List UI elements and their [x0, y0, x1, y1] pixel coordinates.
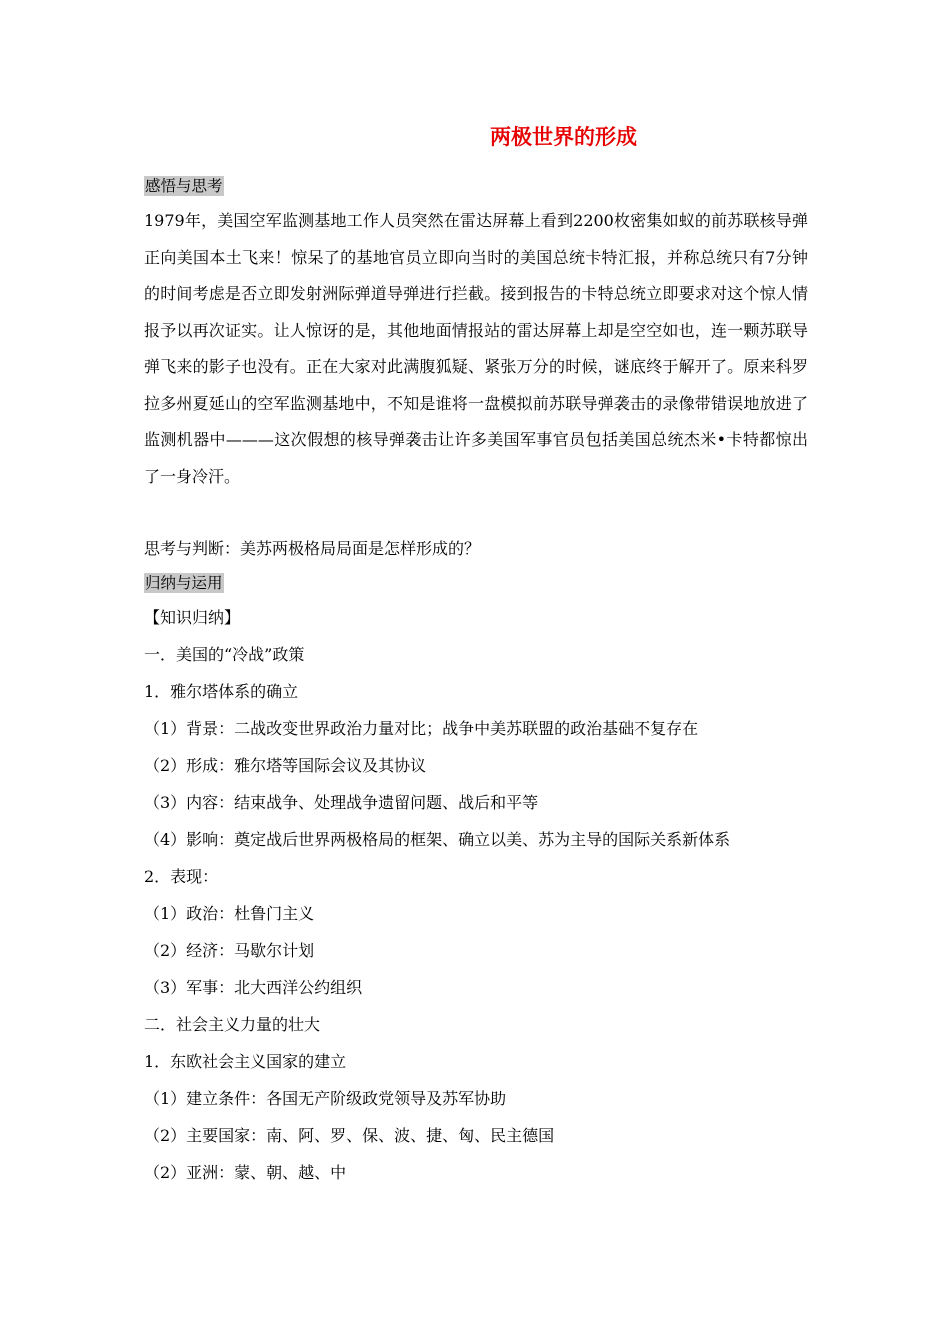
outline-item: （1）政治：杜鲁门主义: [144, 904, 315, 923]
story-paragraph: 1979年，美国空军监测基地工作人员突然在雷达屏幕上看到2200枚密集如蚁的前苏联核导弹正向美国本土飞来！惊呆了的基地官员立即向当时的美国总统卡特汇报，并称总统只有7分钟的时间考虑是否立即发射洲际弹道导弹进行拦截。接到报告的卡特总统立即要求对这个惊人情报予以再次证实。让人惊讶的是，其他地面情报站的雷达屏幕上却是空空如也，连一颗苏联导弹飞来的影子也没有。正在大家对此满腹狐疑、紧张万分的时候，谜底终于解开了。原来科罗拉多州夏延山的空军监测基地中，不知是谁将一盘模拟前苏联导弹袭击的录像带错误地放进了监测机器中———这次假想的核导弹袭击让许多美国军事官员包括美国总统杰米•卡特都惊出了一身冷汗。: [144, 211, 808, 486]
outline-item: 1．东欧社会主义国家的建立: [144, 1052, 347, 1071]
outline-item: （1）背景：二战改变世界政治力量对比；战争中美苏联盟的政治基础不复存在: [144, 719, 699, 738]
knowledge-heading: 【知识归纳】: [144, 608, 241, 627]
outline-item: 2．表现：: [144, 867, 219, 886]
section-label-reflection: 感悟与思考: [145, 177, 223, 195]
question-line: 思考与判断：美苏两极格局局面是怎样形成的？: [144, 539, 481, 558]
outline-item: （4）影响：奠定战后世界两极格局的框架、确立以美、苏为主导的国际关系新体系: [144, 830, 731, 849]
outline-item: 1．雅尔塔体系的确立: [144, 682, 299, 701]
outline-item: 二．社会主义力量的壮大: [144, 1015, 321, 1034]
section-label-apply: 归纳与运用: [145, 574, 223, 592]
outline-item: （1）建立条件：各国无产阶级政党领导及苏军协助: [144, 1089, 507, 1108]
outline-item: （2）亚洲：蒙、朝、越、中: [144, 1163, 347, 1182]
outline-item: （2）主要国家：南、阿、罗、保、波、捷、匈、民主德国: [144, 1126, 555, 1145]
outline-item: （2）形成：雅尔塔等国际会议及其协议: [144, 756, 427, 775]
outline-item: （3）军事：北大西洋公约组织: [144, 978, 363, 997]
outline-item: 一．美国的“冷战”政策: [144, 645, 305, 664]
outline-item: （2）经济：马歇尔计划: [144, 941, 315, 960]
outline-item: （3）内容：结束战争、处理战争遗留问题、战后和平等: [144, 793, 539, 812]
page-title: 两极世界的形成: [490, 124, 637, 149]
